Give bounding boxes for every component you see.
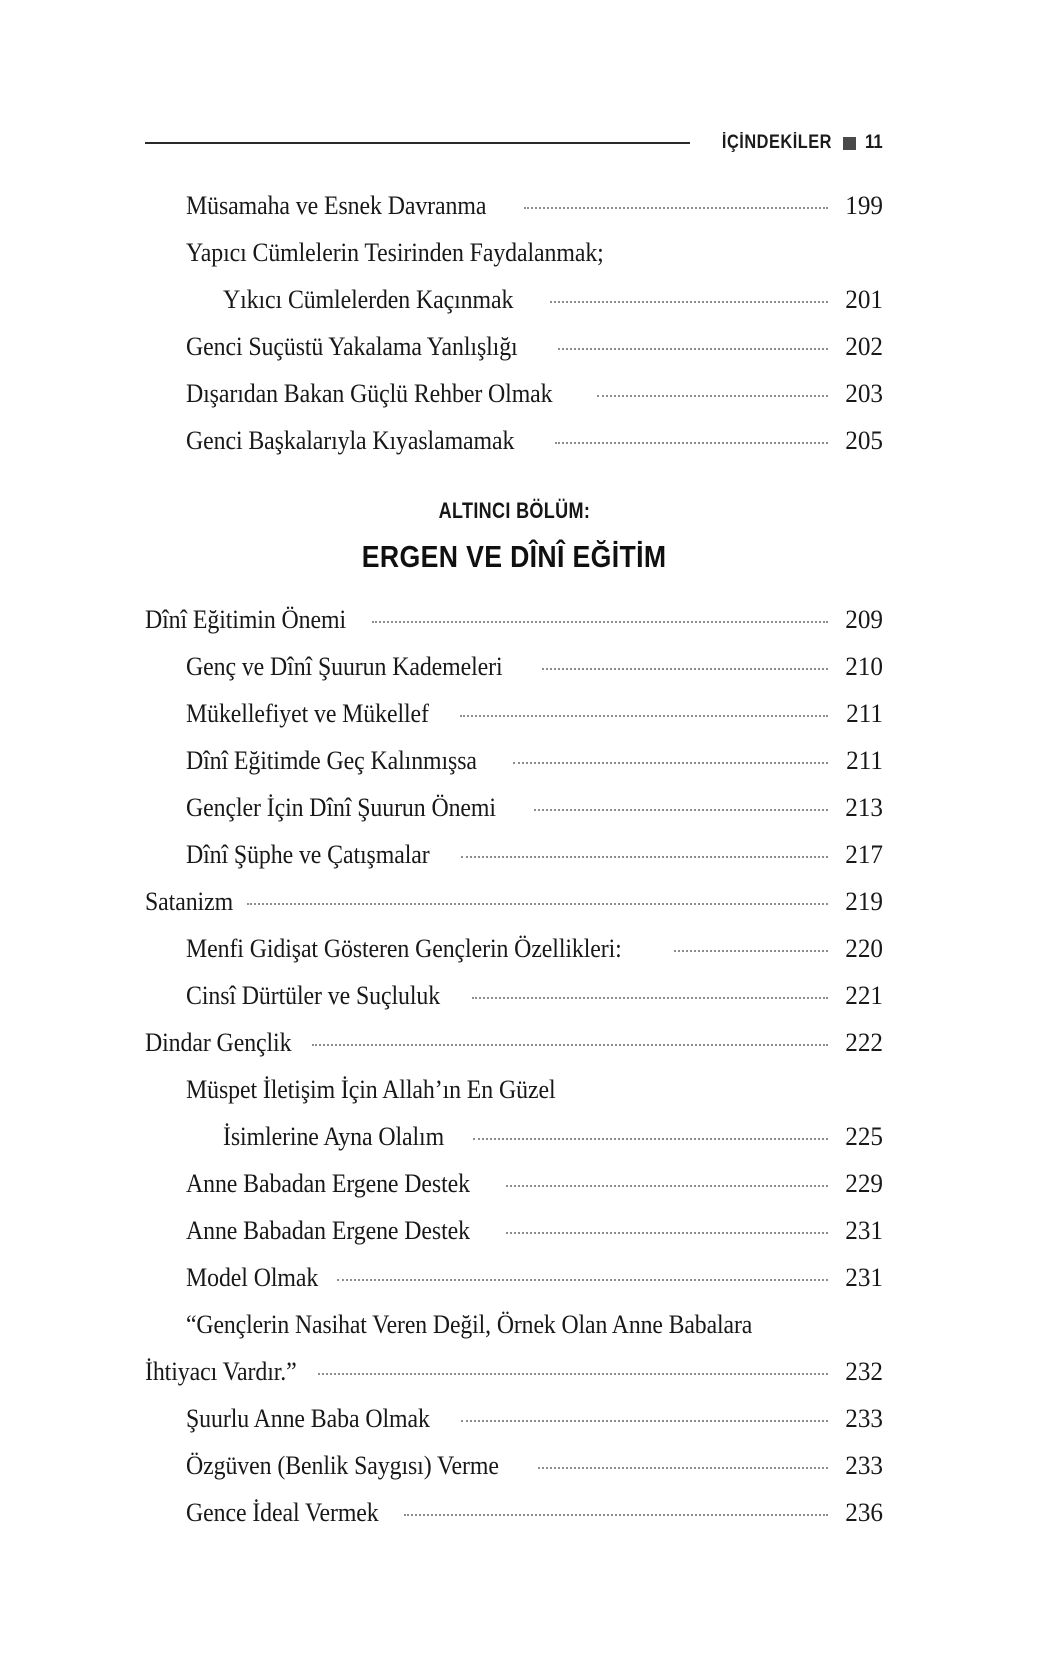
- dot-leader: [597, 394, 828, 397]
- toc-entry[interactable]: [145, 1066, 883, 1113]
- toc-entry[interactable]: [145, 1019, 883, 1066]
- toc-entry-title: Menfi Gidişat Gösteren Gençlerin Özellikleri:: [186, 933, 622, 963]
- toc-entry[interactable]: [145, 276, 883, 323]
- dot-leader: [674, 949, 828, 952]
- dot-leader: [404, 1513, 828, 1516]
- toc-entry-page-number: 211: [846, 698, 883, 728]
- toc-entry-page-number: 202: [845, 331, 883, 361]
- dot-leader: [337, 1278, 828, 1281]
- dot-leader: [555, 441, 828, 444]
- chapter-kicker: ALTINCI BÖLÜM:: [438, 498, 590, 523]
- dot-leader: [372, 620, 828, 623]
- toc-group-chapter-entries: [145, 596, 883, 1536]
- toc-entry-title: Dînî Eğitimde Geç Kalınmışsa: [186, 745, 477, 775]
- toc-entry-title: Özgüven (Benlik Saygısı) Verme: [186, 1450, 499, 1480]
- dot-leader: [534, 808, 828, 811]
- toc-entry[interactable]: [145, 182, 883, 229]
- header-title: İÇİNDEKİLER: [721, 132, 832, 153]
- toc-entry[interactable]: [145, 1301, 883, 1348]
- toc-entry-title: Mükellefiyet ve Mükellef: [186, 698, 429, 728]
- dot-leader: [461, 855, 828, 858]
- toc-entry-title: Satanizm: [145, 886, 234, 916]
- toc-entry-title: İhtiyacı Vardır.”: [145, 1356, 297, 1386]
- toc-entry-title: Anne Babadan Ergene Destek: [186, 1168, 470, 1198]
- toc-entry[interactable]: [145, 1207, 883, 1254]
- toc-entry-title: Gençler İçin Dînî Şuurun Önemi: [186, 792, 496, 822]
- toc-entry[interactable]: [145, 643, 883, 690]
- toc-entry[interactable]: [145, 1113, 883, 1160]
- toc-entry-title: Dînî Şüphe ve Çatışmalar: [186, 839, 430, 869]
- toc-entry[interactable]: [145, 1160, 883, 1207]
- toc-entry-page-number: 220: [845, 933, 883, 963]
- toc-entry[interactable]: [145, 878, 883, 925]
- header-rule: [145, 142, 690, 144]
- toc-entry-title: Yıkıcı Cümlelerden Kaçınmak: [223, 284, 514, 314]
- toc-entry-title: Dindar Gençlik: [145, 1027, 292, 1057]
- toc-entry-title: Dînî Eğitimin Önemi: [145, 604, 347, 634]
- toc-entry-page-number: 221: [845, 980, 883, 1010]
- dot-leader: [524, 206, 828, 209]
- toc-entry-page-number: 213: [845, 792, 883, 822]
- toc-entry-page-number: 210: [845, 651, 883, 681]
- dot-leader: [558, 347, 828, 350]
- toc-entry-page-number: 233: [845, 1403, 883, 1433]
- toc-entry[interactable]: [145, 370, 883, 417]
- toc-entry-page-number: 201: [845, 284, 883, 314]
- toc-entry-title: Yapıcı Cümlelerin Tesirinden Faydalanmak;: [186, 237, 604, 267]
- toc-entry-page-number: 222: [845, 1027, 883, 1057]
- dot-leader: [318, 1372, 828, 1375]
- toc-entry-page-number: 219: [845, 886, 883, 916]
- toc-group-pre-chapter: [145, 182, 883, 464]
- toc-entry[interactable]: [145, 596, 883, 643]
- chapter-title: ERGEN VE DÎNÎ EĞİTİM: [361, 539, 667, 574]
- toc-entry-page-number: 217: [845, 839, 883, 869]
- toc-entry-title: Genci Başkalarıyla Kıyaslamamak: [186, 425, 515, 455]
- toc-entry[interactable]: [145, 229, 883, 276]
- chapter-heading-block: [145, 494, 883, 580]
- dot-leader: [542, 667, 828, 670]
- dot-leader: [472, 996, 828, 999]
- toc-entry-page-number: 205: [845, 425, 883, 455]
- dot-leader: [312, 1043, 828, 1046]
- toc-entry[interactable]: [145, 1348, 883, 1395]
- toc-entry-page-number: 199: [845, 190, 883, 220]
- table-of-contents: [145, 182, 883, 1536]
- square-bullet-icon: [843, 137, 856, 150]
- dot-leader: [538, 1466, 828, 1469]
- header-page-number: 11: [864, 132, 883, 153]
- toc-entry-title: Cinsî Dürtüler ve Suçluluk: [186, 980, 441, 1010]
- toc-entry-page-number: 233: [845, 1450, 883, 1480]
- toc-entry[interactable]: [145, 1489, 883, 1536]
- toc-entry[interactable]: [145, 690, 883, 737]
- toc-entry[interactable]: [145, 784, 883, 831]
- dot-leader: [506, 1231, 828, 1234]
- toc-entry[interactable]: [145, 1442, 883, 1489]
- toc-entry-title: İsimlerine Ayna Olalım: [223, 1121, 445, 1151]
- toc-entry[interactable]: [145, 417, 883, 464]
- dot-leader: [550, 300, 828, 303]
- toc-entry-page-number: 229: [845, 1168, 883, 1198]
- toc-entry-title: Genç ve Dînî Şuurun Kademeleri: [186, 651, 503, 681]
- toc-entry-page-number: 203: [845, 378, 883, 408]
- toc-entry[interactable]: [145, 1395, 883, 1442]
- toc-entry-title: Müspet İletişim İçin Allah’ın En Güzel: [186, 1074, 556, 1104]
- dot-leader: [513, 761, 828, 764]
- toc-entry[interactable]: [145, 972, 883, 1019]
- dot-leader: [247, 902, 828, 905]
- toc-entry-page-number: 232: [845, 1356, 883, 1386]
- dot-leader: [506, 1184, 828, 1187]
- toc-entry-page-number: 231: [845, 1215, 883, 1245]
- toc-entry-page-number: 209: [845, 604, 883, 634]
- toc-entry-title: Müsamaha ve Esnek Davranma: [186, 190, 487, 220]
- toc-entry-page-number: 225: [845, 1121, 883, 1151]
- dot-leader: [460, 714, 828, 717]
- toc-entry-title: Anne Babadan Ergene Destek: [186, 1215, 470, 1245]
- toc-entry[interactable]: [145, 925, 883, 972]
- toc-entry-title: Genci Suçüstü Yakalama Yanlışlığı: [186, 331, 518, 361]
- toc-entry-title: Gence İdeal Vermek: [186, 1497, 379, 1527]
- toc-entry[interactable]: [145, 1254, 883, 1301]
- toc-entry[interactable]: [145, 737, 883, 784]
- toc-entry[interactable]: [145, 831, 883, 878]
- toc-entry-page-number: 231: [845, 1262, 883, 1292]
- dot-leader: [473, 1137, 828, 1140]
- heading-gap: [145, 528, 883, 532]
- toc-entry-title: Model Olmak: [186, 1262, 319, 1292]
- toc-entry[interactable]: [145, 323, 883, 370]
- running-header: [145, 128, 885, 158]
- toc-entry-page-number: 211: [846, 745, 883, 775]
- toc-entry-title: “Gençlerin Nasihat Veren Değil, Örnek Olan Anne Babalara: [186, 1309, 753, 1339]
- toc-entry-page-number: 236: [845, 1497, 883, 1527]
- toc-entry-title: Şuurlu Anne Baba Olmak: [186, 1403, 430, 1433]
- toc-entry-title: Dışarıdan Bakan Güçlü Rehber Olmak: [186, 378, 553, 408]
- dot-leader: [461, 1419, 828, 1422]
